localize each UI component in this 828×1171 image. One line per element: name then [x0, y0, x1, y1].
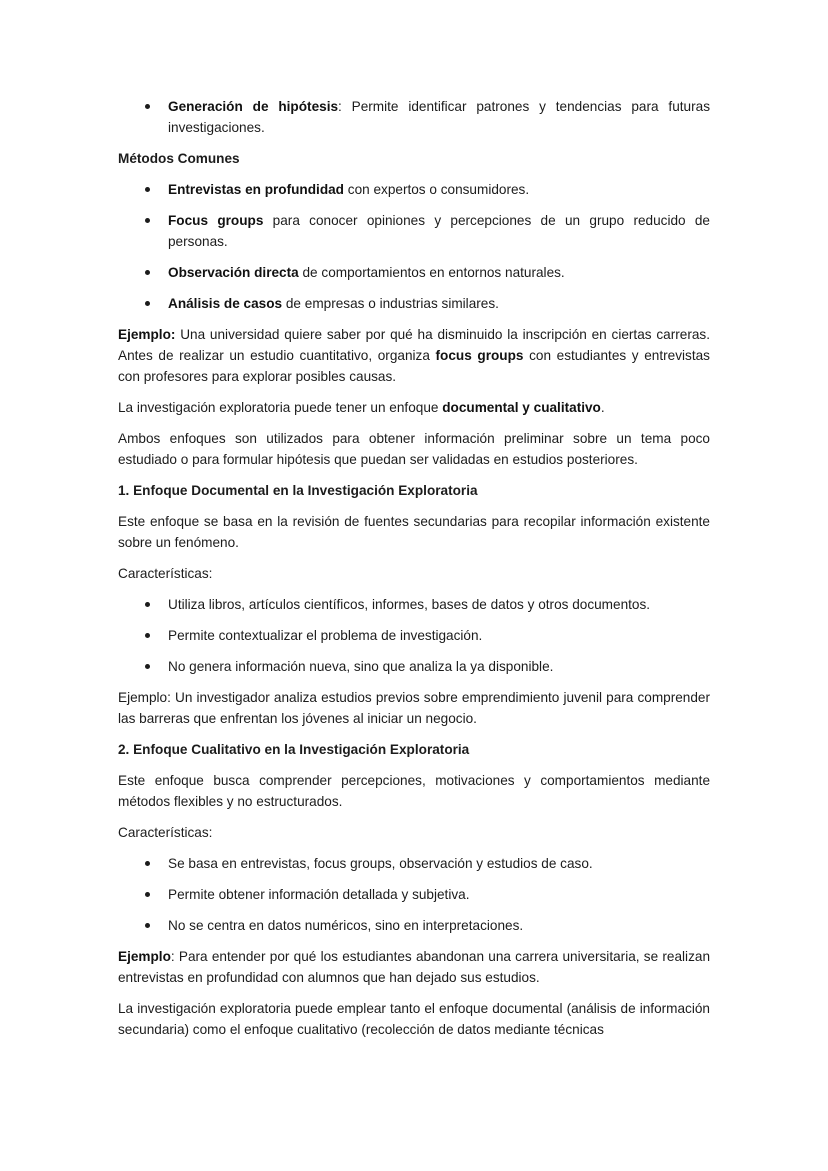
ejemplo-text: Una universidad quiere saber por qué ha disminuido la inscripción en ciertas carreras. Antes de realizar un estudio cuantitativo, organiza [118, 327, 710, 363]
ambos-paragraph: Ambos enfoques son utilizados para obtener información preliminar sobre un tema poco estudiado o para formular hipótesis que puedan ser validadas en estudios posteriores. [118, 431, 710, 467]
bullet-icon [145, 270, 150, 275]
bullet-icon [145, 861, 150, 866]
section2-ejemplo [118, 946, 710, 988]
section2-caracteristicas-label: Características: [118, 825, 213, 840]
enfoque-intro-end: . [600, 400, 605, 415]
bullet-icon [145, 602, 150, 607]
metodos-heading: Métodos Comunes [118, 151, 240, 166]
ejemplo-text: : Para entender por qué los estudiantes abandonan una carrera universitaria, se realizan entrevistas en profundidad con alumnos que han dejado sus estudios. [118, 949, 710, 985]
section1-list [118, 594, 710, 677]
list-item-text: Permite obtener información detallada y subjetiva. [168, 887, 470, 902]
list-item-text: para conocer opiniones y percepciones de un grupo reducido de personas. [168, 213, 710, 249]
list-item-term: Análisis de casos [168, 296, 283, 311]
enfoque-intro-bold: documental y cualitativo [442, 400, 601, 415]
ejemplo-label: Ejemplo [118, 949, 171, 964]
enfoque-intro-text: La investigación exploratoria puede tener un enfoque [118, 400, 443, 415]
list-item [118, 915, 710, 936]
section1-ejemplo: Ejemplo: Un investigador analiza estudios previos sobre emprendimiento juvenil para comprender las barreras que enfrentan los jóvenes al iniciar un negocio. [118, 690, 710, 726]
list-item [118, 293, 710, 314]
section2-list [118, 853, 710, 936]
list-item-text: con expertos o consumidores. [344, 182, 530, 197]
intro-bullet-list [118, 96, 710, 138]
document-page [118, 96, 710, 1050]
list-item-term: Focus groups [168, 213, 264, 228]
list-item [118, 210, 710, 252]
ejemplo-bold: focus groups [435, 348, 524, 363]
list-item-text: Utiliza libros, artículos científicos, informes, bases de datos y otros documentos. [168, 597, 651, 612]
closing-paragraph: La investigación exploratoria puede emplear tanto el enfoque documental (análisis de información secundaria) como el enfoque cualitativo (recolección de datos mediante técnicas [118, 1001, 710, 1037]
section1-description: Este enfoque se basa en la revisión de fuentes secundarias para recopilar información existente sobre un fenómeno. [118, 514, 710, 550]
list-item-term: Generación de hipótesis [168, 99, 339, 114]
list-item [118, 262, 710, 283]
bullet-icon [145, 187, 150, 192]
list-item-term: Observación directa [168, 265, 299, 280]
bullet-icon [145, 664, 150, 669]
list-item [118, 96, 710, 138]
list-item-text: de empresas o industrias similares. [282, 296, 499, 311]
list-item-text: No se centra en datos numéricos, sino en interpretaciones. [168, 918, 524, 933]
list-item [118, 884, 710, 905]
bullet-icon [145, 218, 150, 223]
list-item-text: de comportamientos en entornos naturales. [298, 265, 565, 280]
ejemplo-text: con estudiantes y entrevistas con profesores para explorar posibles causas. [118, 348, 710, 384]
ejemplo-paragraph [118, 324, 710, 387]
list-item [118, 594, 710, 615]
section1-heading: 1. Enfoque Documental en la Investigación Exploratoria [118, 483, 478, 498]
list-item-text: No genera información nueva, sino que analiza la ya disponible. [168, 659, 554, 674]
list-item-text: Permite contextualizar el problema de investigación. [168, 628, 483, 643]
bullet-icon [145, 104, 150, 109]
list-item-text: : Permite identificar patrones y tendencias para futuras investigaciones. [168, 99, 710, 135]
ejemplo-label: Ejemplo: [118, 327, 176, 342]
list-item-term: Entrevistas en profundidad [168, 182, 344, 197]
bullet-icon [145, 301, 150, 306]
list-item [118, 853, 710, 874]
bullet-icon [145, 923, 150, 928]
list-item [118, 656, 710, 677]
section1-caracteristicas-label: Características: [118, 566, 213, 581]
bullet-icon [145, 892, 150, 897]
section2-heading: 2. Enfoque Cualitativo en la Investigación Exploratoria [118, 742, 470, 757]
enfoque-intro-paragraph [118, 397, 710, 418]
bullet-icon [145, 633, 150, 638]
section2-description: Este enfoque busca comprender percepciones, motivaciones y comportamientos mediante métodos flexibles y no estructurados. [118, 773, 710, 809]
list-item-text: Se basa en entrevistas, focus groups, observación y estudios de caso. [168, 856, 593, 871]
metodos-list [118, 179, 710, 314]
list-item [118, 625, 710, 646]
list-item [118, 179, 710, 200]
